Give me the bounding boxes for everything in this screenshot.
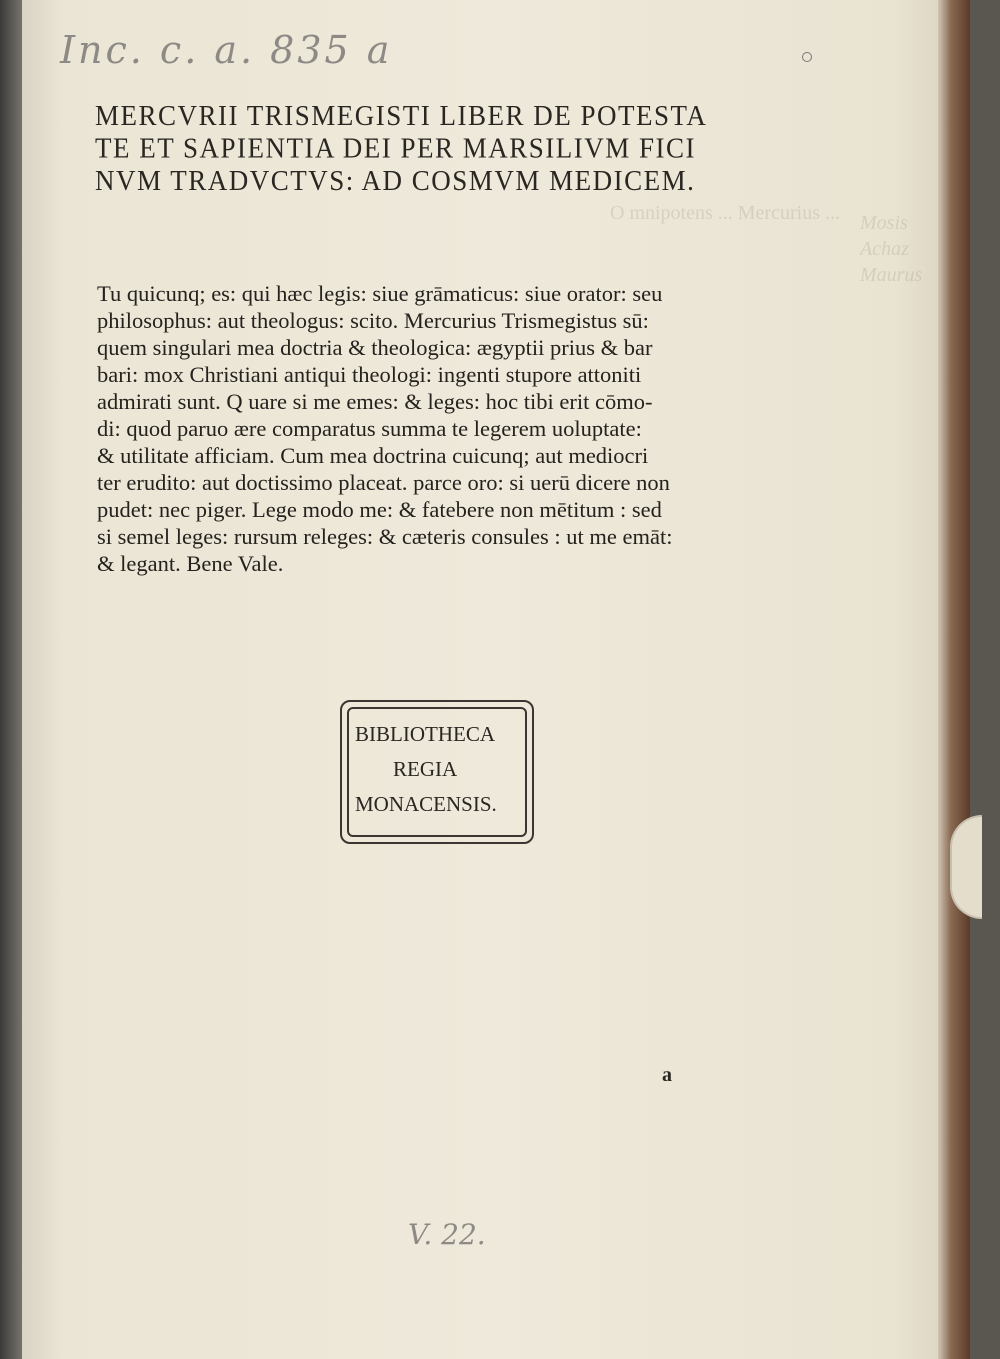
body-line: & utilitate afficiam. Cum mea doctrina cuicunq; aut mediocri: [97, 443, 649, 468]
handwritten-note: V. 22.: [408, 1218, 486, 1251]
title-block: [95, 100, 707, 198]
body-line: quem singulari mea doctria & theologica: ægyptii prius & bar: [97, 335, 653, 360]
page-right-edge: [938, 0, 970, 1359]
title-line: TE ET SAPIENTIA DEI PER MARSILIVM FICI: [95, 132, 697, 164]
page-hole-mark: [802, 52, 812, 62]
show-through-text: O mnipotens ... Mercurius ...: [610, 202, 840, 224]
book-binding: [0, 0, 22, 1359]
stamp-line: MONACENSIS.: [355, 792, 497, 816]
body-line: Tu quicunq; es: qui hæc legis: siue grāmaticus: siue orator: seu: [97, 281, 663, 306]
library-stamp: [340, 700, 534, 844]
title-line: MERCVRII TRISMEGISTI LIBER DE POTESTA: [95, 99, 708, 132]
stamp-line: BIBLIOTHECA: [355, 722, 495, 746]
body-line: pudet: nec piger. Lege modo me: & fatebere non mētitum : sed: [97, 497, 662, 522]
page-tab-marker: [950, 815, 982, 919]
show-through-margin: Mosis Achaz Maurus: [860, 212, 923, 286]
body-line: & legant. Bene Vale.: [97, 551, 284, 576]
stamp-line: REGIA: [393, 757, 458, 781]
body-text: [97, 280, 737, 577]
body-line: admirati sunt. Q uare si me emes: & leges: hoc tibi erit cōmo-: [97, 389, 653, 414]
body-line: bari: mox Christiani antiqui theologi: ingenti stupore attoniti: [97, 362, 642, 387]
signature-mark: a: [662, 1064, 672, 1086]
body-line: philosophus: aut theologus: scito. Mercurius Trismegistus sū:: [97, 308, 649, 333]
title-line: NVM TRADVCTVS: AD COSMVM MEDICEM.: [95, 164, 696, 197]
handwritten-shelfmark: Inc. c. a. 835 a: [60, 28, 393, 72]
body-line: ter erudito: aut doctissimo placeat. parce oro: si uerū dicere non: [97, 470, 670, 495]
body-line: si semel leges: rursum releges: & cæteris consules : ut me emāt:: [97, 524, 673, 549]
body-line: di: quod paruo ære comparatus summa te legerem uoluptate:: [97, 416, 642, 441]
